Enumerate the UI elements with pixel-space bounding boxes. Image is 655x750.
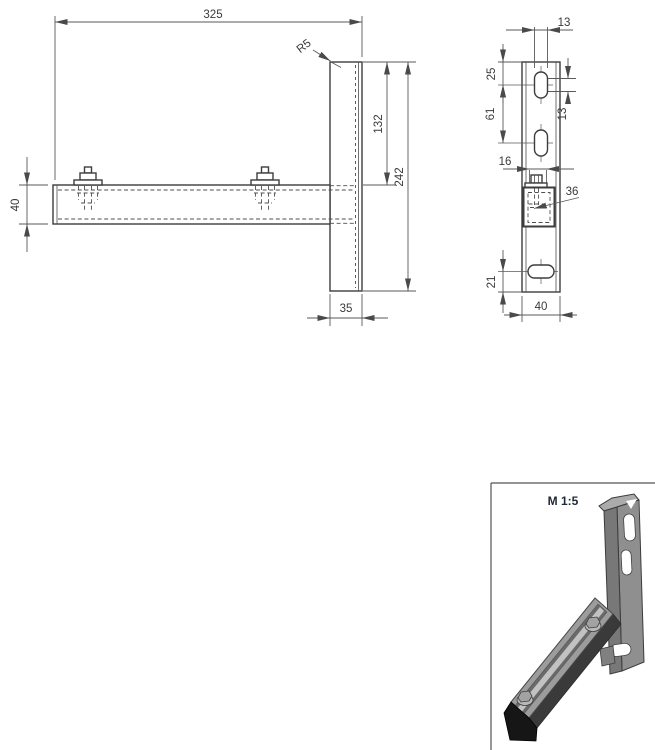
side-view-arm-tube — [53, 185, 355, 224]
front-view — [485, 17, 579, 322]
bracket-3d-channel — [599, 494, 644, 674]
bracket-3d — [504, 494, 644, 741]
dim-top-offset — [486, 44, 522, 103]
dim-plate-width-text: 40 — [534, 301, 548, 313]
dim-arm-height — [10, 157, 48, 252]
dim-plate-depth — [307, 294, 388, 326]
dim-bottom-slot-offset — [486, 250, 522, 313]
dim-overall-width-text: 325 — [203, 9, 223, 21]
leader-tube-inner-text: 36 — [565, 186, 579, 198]
dim-total-height — [363, 62, 416, 291]
dim-plate-width — [504, 296, 577, 322]
dim-top-offset-text: 25 — [486, 67, 498, 81]
dim-channel-opening-text: 16 — [498, 156, 512, 168]
dim-upper-height-text: 132 — [373, 114, 385, 134]
dim-plate-depth-text: 35 — [339, 303, 353, 315]
radius-callout-text: R5 — [294, 37, 314, 56]
dim-slot-width — [506, 17, 573, 68]
side-view — [10, 9, 416, 326]
dim-slot-width-text: 13 — [557, 17, 571, 29]
channel-lip-tab — [600, 646, 615, 666]
dim-slot-length-text: 13 — [557, 107, 569, 121]
dim-arm-height-text: 40 — [10, 198, 22, 212]
dim-bottom-slot-offset-text: 21 — [486, 275, 498, 289]
side-view-wall-plate — [330, 62, 362, 291]
dim-slot-spacing — [485, 85, 503, 143]
dim-slot-spacing-text: 61 — [485, 107, 497, 121]
channel-slot-1 — [623, 514, 635, 542]
dim-overall-width — [55, 9, 362, 180]
scale-label: M 1:5 — [547, 494, 579, 508]
channel-slot-2 — [621, 550, 632, 575]
dim-total-height-text: 242 — [394, 167, 406, 187]
dim-upper-height — [363, 62, 396, 185]
detail-view — [491, 483, 655, 750]
